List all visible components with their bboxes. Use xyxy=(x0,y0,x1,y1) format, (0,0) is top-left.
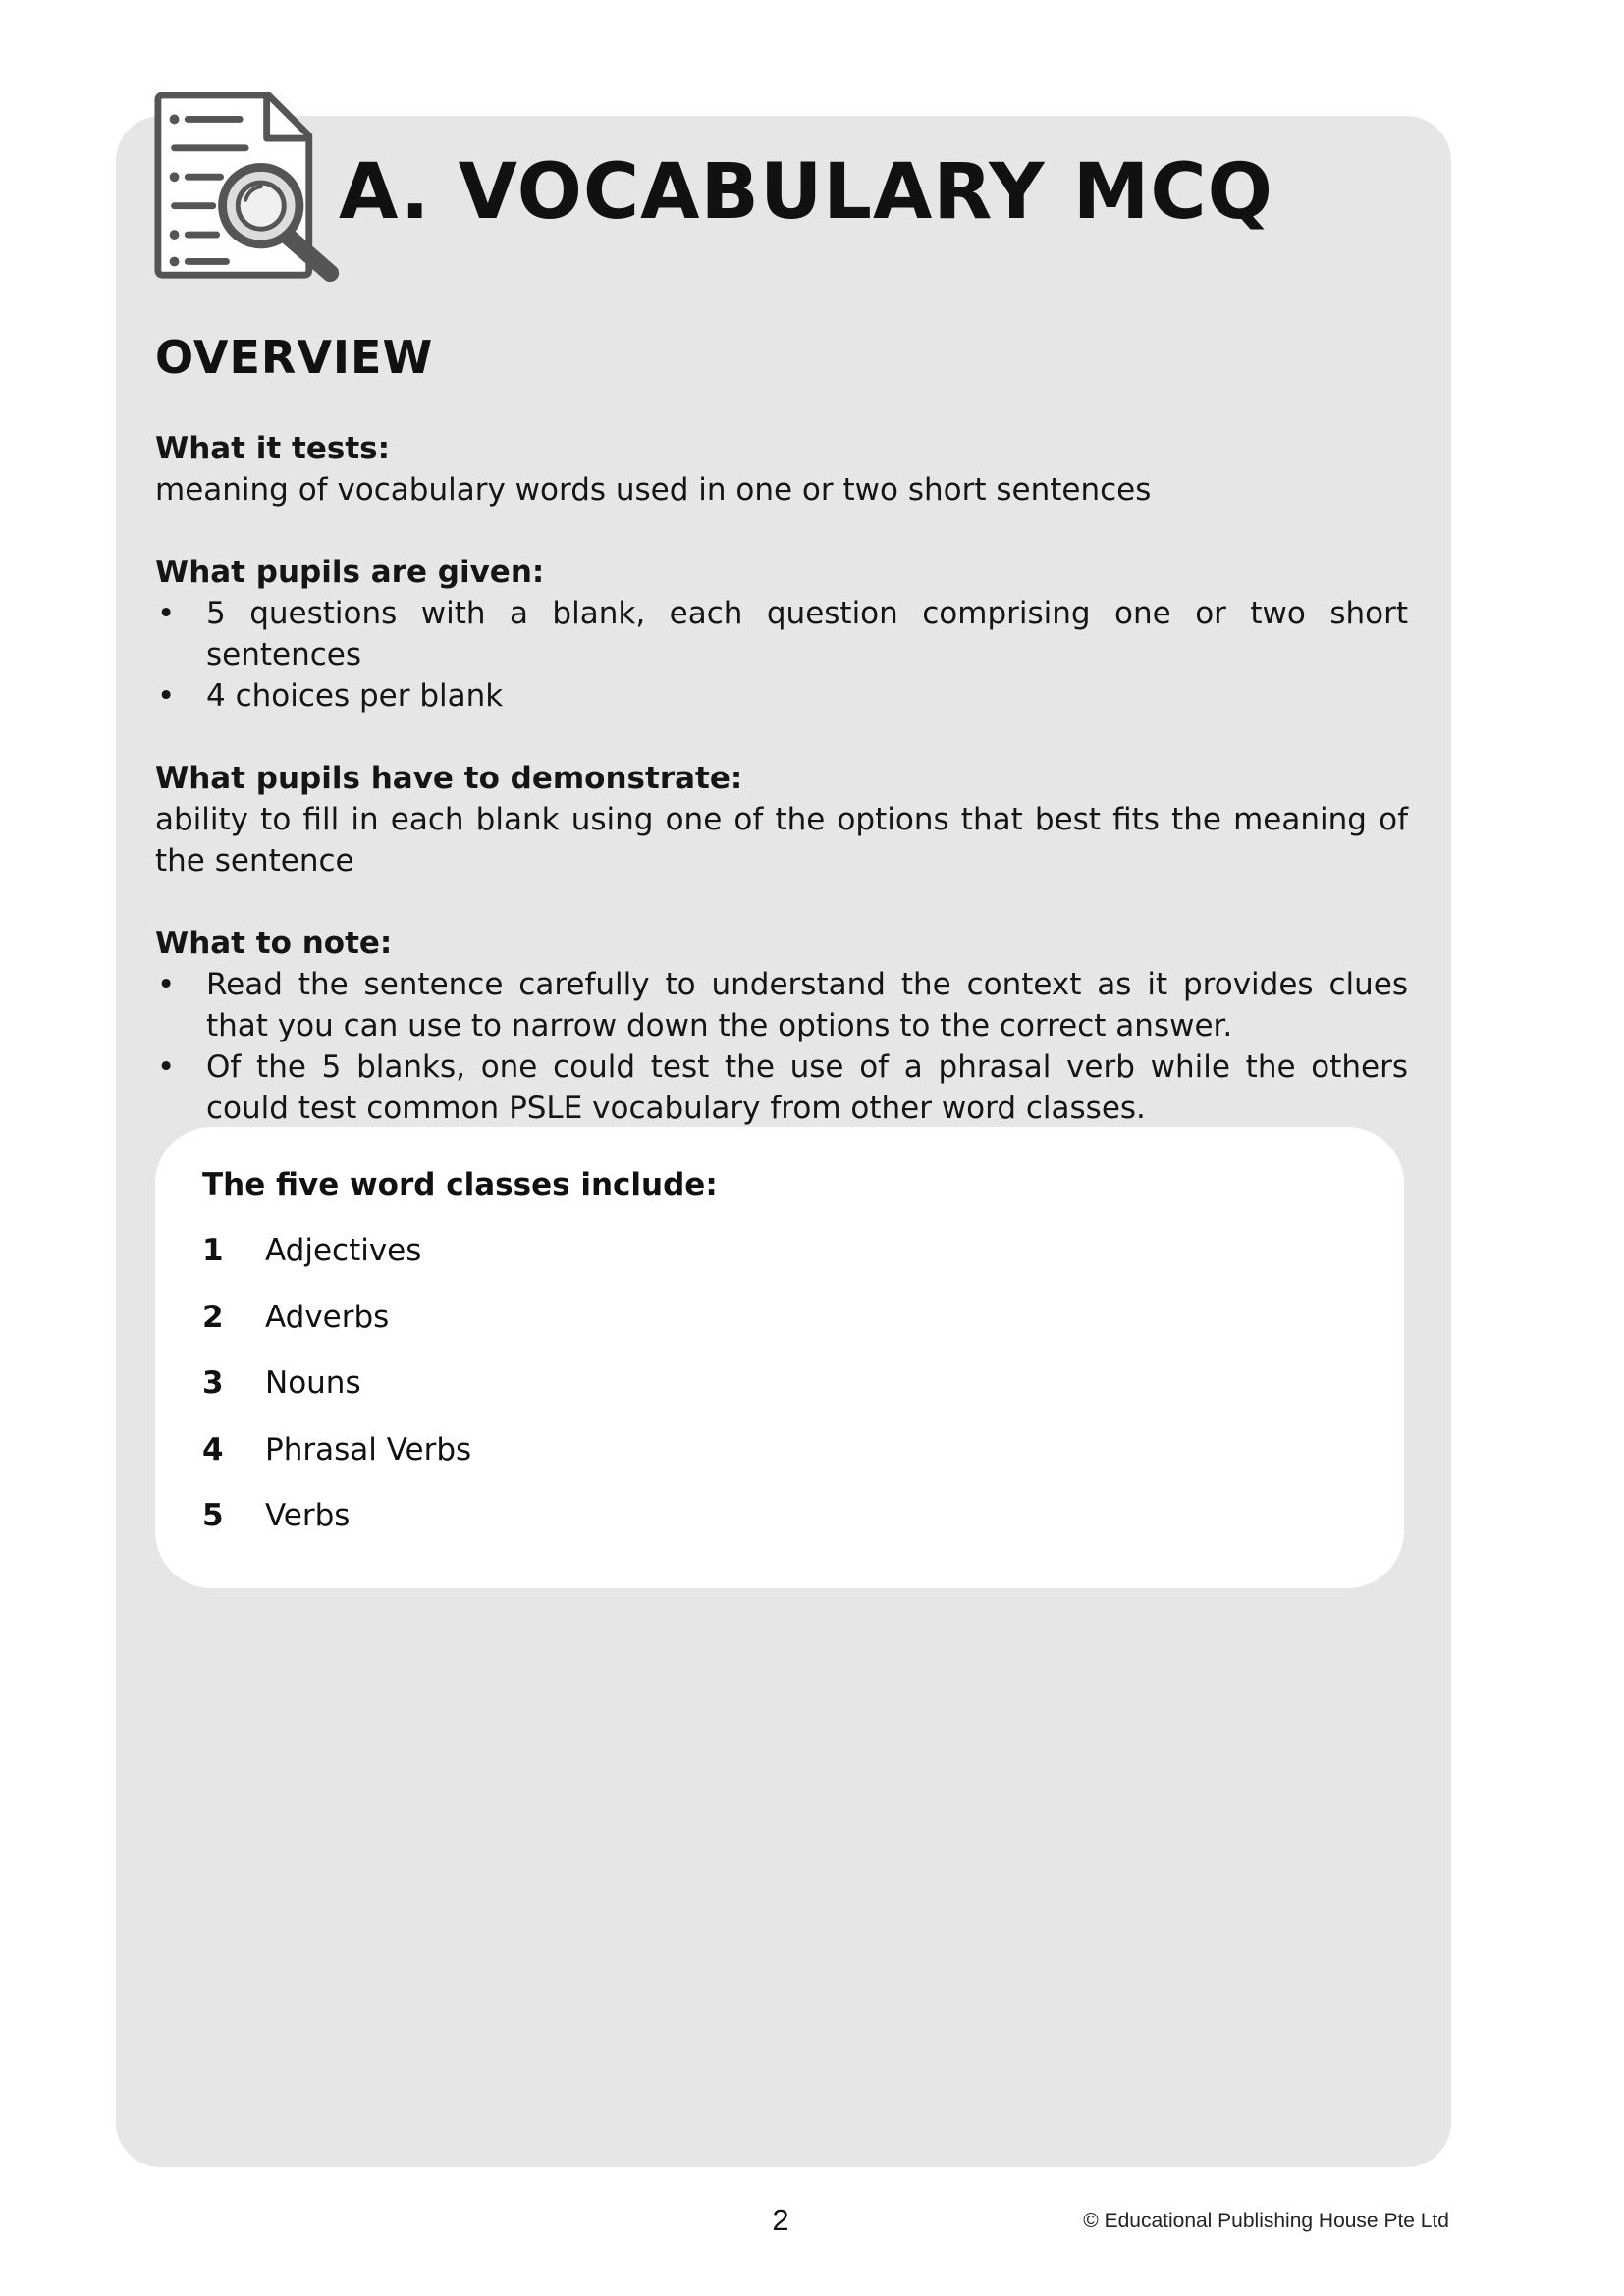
section-heading: What pupils have to demonstrate: xyxy=(155,761,743,796)
bullet-icon: • xyxy=(157,678,176,714)
overview-content xyxy=(155,428,1408,1170)
section-text: meaning of vocabulary words used in one or two short sentences xyxy=(155,472,1152,507)
list-item xyxy=(155,593,1408,675)
section-heading: What to note: xyxy=(155,926,393,961)
list-item-text: 4 choices per blank xyxy=(206,678,504,714)
page-title: A. VOCABULARY MCQ xyxy=(339,148,1273,237)
list-item-text: Of the 5 blanks, one could test the use of a phrasal verb while the others could test common PSLE vocabulary from other word classes. xyxy=(206,1049,1408,1126)
copyright-notice: © Educational Publishing House Pte Ltd xyxy=(1083,2210,1449,2232)
list-item-number: 2 xyxy=(202,1299,224,1335)
bullet-icon: • xyxy=(157,596,176,631)
list-item-number: 5 xyxy=(202,1498,224,1533)
section-text: ability to fill in each blank using one of the options that best fits the meaning of the sentence xyxy=(155,802,1408,879)
section-what-to-note xyxy=(155,923,1408,1129)
list-item-number: 3 xyxy=(202,1365,224,1401)
list-item xyxy=(202,1362,471,1429)
page-number: 2 xyxy=(772,2203,789,2237)
list-item-label: Verbs xyxy=(265,1498,351,1533)
list-item-label: Adverbs xyxy=(265,1299,390,1335)
section-heading: What it tests: xyxy=(155,431,390,466)
section-heading: What pupils are given: xyxy=(155,555,545,590)
list-item xyxy=(202,1230,471,1297)
overview-heading: OVERVIEW xyxy=(155,331,434,384)
list-item xyxy=(202,1495,471,1562)
list-item xyxy=(202,1297,471,1363)
document-search-icon xyxy=(153,92,346,285)
bullet-icon: • xyxy=(157,1049,176,1085)
list-item xyxy=(155,1046,1408,1129)
word-classes-heading: The five word classes include: xyxy=(202,1167,718,1202)
bullet-list xyxy=(155,964,1408,1129)
list-item-text: 5 questions with a blank, each question comprising one or two short sentences xyxy=(206,596,1408,672)
list-item-label: Adjectives xyxy=(265,1233,422,1268)
section-what-pupils-are-given xyxy=(155,552,1408,717)
word-classes-box xyxy=(155,1127,1404,1588)
bullet-icon: • xyxy=(157,967,176,1002)
list-item-number: 1 xyxy=(202,1233,224,1268)
list-item xyxy=(155,675,1408,717)
list-item-number: 4 xyxy=(202,1431,224,1468)
list-item xyxy=(202,1429,471,1496)
list-item-label: Nouns xyxy=(265,1365,361,1401)
list-item-text: Read the sentence carefully to understand the context as it provides clues that you can use to narrow down the options to the correct answer. xyxy=(206,967,1408,1043)
word-classes-list xyxy=(202,1230,471,1562)
section-what-it-tests xyxy=(155,428,1408,510)
bullet-list xyxy=(155,593,1408,717)
section-what-pupils-have-to-demonstrate xyxy=(155,758,1408,881)
list-item-label: Phrasal Verbs xyxy=(265,1431,472,1468)
list-item xyxy=(155,964,1408,1046)
